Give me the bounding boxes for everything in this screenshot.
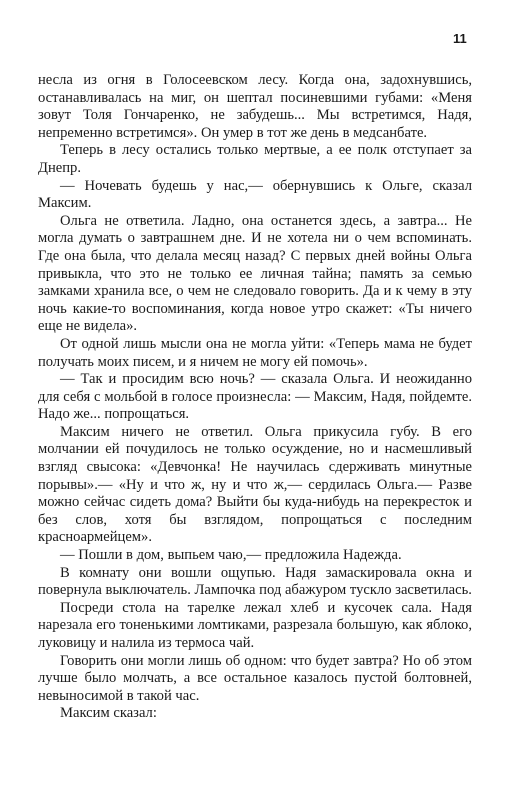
paragraph-11: Говорить они могли лишь об одном: что будет завтра? Но об этом лучше было молчать, а все остальное казалось пустой болтовней, невыносимой в такой час.: [38, 652, 472, 704]
paragraph-4: Ольга не ответила. Ладно, она останется здесь, а завтра... Не могла думать о завтрашнем дне. И не хотела ни о чем вспоминать. Где она была, что делала месяц назад? С первых дней войны Ольга привыкла, что это не только ее личная тайна; память за семью замками хранила все, о чем не следовало говорить. Да и к чему в эту ночь какие-то воспоминания, когда новое утро скажет: «Ты ничего еще не видела».: [38, 212, 472, 335]
page-text: [38, 72, 472, 723]
paragraph-3: — Ночевать будешь у нас,— обернувшись к Ольге, сказал Максим.: [38, 177, 472, 212]
paragraph-9: В комнату они вошли ощупью. Надя замаскировала окна и повернула выключатель. Лампочка под абажуром тускло засветилась.: [38, 564, 472, 599]
page-number: 11: [453, 31, 467, 46]
paragraph-6: — Так и просидим всю ночь? — сказала Ольга. И неожиданно для себя с мольбой в голосе произнесла: — Максим, Надя, пойдемте. Надо же... попрощаться.: [38, 371, 472, 423]
paragraph-8: — Пошли в дом, выпьем чаю,— предложила Надежда.: [60, 547, 402, 564]
paragraph-1: несла из огня в Голосеевском лесу. Когда она, задохнувшись, останавливалась на миг, он шептал посиневшими губами: «Меня зовут Толя Гончаренко, не забудешь... Мы встретимся, Надя, непременно встретимся». Он умер в тот же день в медсанбате.: [38, 72, 472, 141]
paragraph-12: Максим сказал:: [60, 705, 157, 722]
paragraph-7: Максим ничего не ответил. Ольга прикусила губу. В его молчании ей почудилось не только осуждение, но и насмешливый взгляд свысока: «Девчонка! Не научилась сдерживать минутные порывы».— «Ну и что ж, ну и что ж,— сердилась Ольга.— Разве можно сейчас сидеть дома? Выйти бы куда-нибудь на перекресток и без слов, хотя бы взглядом, попрощаться с последним красноармейцем».: [38, 423, 472, 546]
paragraph-10: Посреди стола на тарелке лежал хлеб и кусочек сала. Надя нарезала его тоненькими ломтиками, разрезала большую, как яблоко, луковицу и налила из термоса чай.: [38, 599, 472, 651]
paragraph-5: От одной лишь мысли она не могла уйти: «Теперь мама не будет получать моих писем, и я ничем не могу ей помочь».: [38, 335, 472, 370]
paragraph-2: Теперь в лесу остались только мертвые, а ее полк отступает за Днепр.: [38, 142, 472, 176]
